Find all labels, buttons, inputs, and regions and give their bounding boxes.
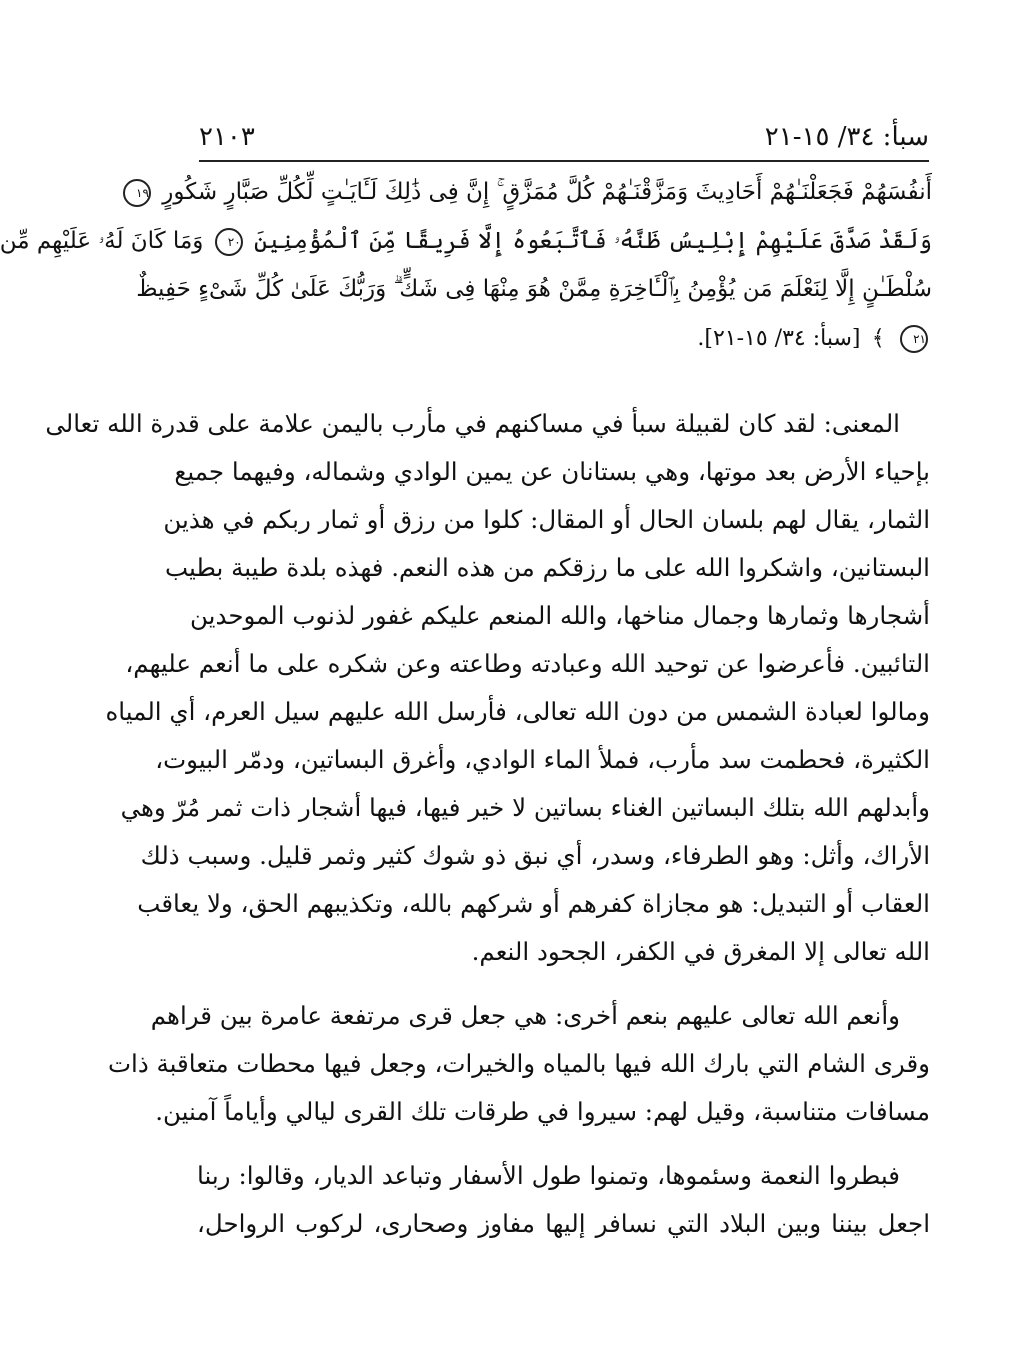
ayah-number-marker: ١٩	[123, 179, 151, 207]
verse-line	[136, 265, 932, 314]
paragraph	[197, 1152, 930, 1248]
text-line: وأبدلهم الله بتلك البساتين الغناء بساتين لا خير فيها، فيها أشجار ذات ثمر مُرّ وهي	[120, 793, 930, 822]
text-line: ومالوا لعبادة الشمس من دون الله تعالى، فأرسل الله عليهم سيل العرم، أي المياه	[105, 697, 930, 726]
verse-text: وَمَا كَانَ لَهُۥ عَلَيْهِم مِّن	[0, 227, 204, 254]
text-line: الله تعالى إلا المغرق في الكفر، الجحود النعم.	[471, 937, 930, 966]
header-divider	[199, 160, 929, 162]
verse-text: وَلَقَدْ صَدَّقَ عَلَيْهِمْ إِبْلِيسُ ظَنَّهُۥ فَٱتَّبَعُوهُ إِلَّا فَرِيقًا مِّنَ ٱلْمُؤْمِنِينَ	[254, 227, 932, 254]
verse-line	[0, 217, 932, 266]
verse-closing-bracket: ﴾	[871, 325, 885, 351]
verse-text: سُلْطَـٰنٍ إِلَّا لِنَعْلَمَ مَن يُؤْمِنُ بِٱلْـَٔاخِرَةِ مِمَّنْ هُوَ مِنْهَا فِى شَكٍّ ۗ وَرَبُّكَ عَلَىٰ كُلِّ شَىْءٍ حَفِيظٌ	[136, 276, 932, 302]
text-line: العقاب أو التبديل: هو مجازاة كفرهم أو شركهم بالله، وتكذيبهم الحق، ولا يعاقب	[137, 889, 930, 918]
page-number: ٢١٠٣	[199, 122, 255, 152]
text-line: التائبين. فأعرضوا عن توحيد الله وعبادته وطاعته وعن شكره على ما أنعم عليهم،	[125, 649, 930, 678]
verse-text: أَنفُسَهُمْ فَجَعَلْنَـٰهُمْ أَحَادِيثَ وَمَزَّقْنَـٰهُمْ كُلَّ مُمَزَّقٍ ۚ إِنَّ فِى ذَٰلِكَ لَـَٔايَـٰتٍ لِّكُلِّ صَبَّارٍ شَكُورٍ	[162, 179, 932, 205]
text-line: وقرى الشام التي بارك الله فيها بالمياه والخيرات، وجعل فيها محطات متعاقبة ذات	[107, 1049, 930, 1078]
text-line: الأراك، وأثل: وهو الطرفاء، وسدر، أي نبق ذو شوك كثير وثمر قليل. وسبب ذلك	[140, 841, 930, 870]
text-line: وأنعم الله تعالى عليهم بنعم أخرى: هي جعل قرى مرتفعة عامرة بين قراهم	[150, 1001, 900, 1030]
text-line: البستانين، واشكروا الله على ما رزقكم من هذه النعم. فهذه بلدة طيبة بطيب	[164, 553, 930, 582]
text-line: اجعل بيننا وبين البلاد التي نسافر إليها مفاوز وصحارى، لركوب الرواحل،	[197, 1209, 930, 1238]
text-line: المعنى: لقد كان لقبيلة سبأ في مساكنهم في مأرب باليمن علامة على قدرة الله تعالى	[45, 409, 900, 438]
paragraph	[107, 992, 930, 1136]
page-header	[199, 108, 929, 154]
text-line: بإحياء الأرض بعد موتها، وهي بستانان عن يمين الوادي وشماله، وفيهما جميع	[174, 457, 930, 486]
paragraph	[45, 400, 930, 976]
quran-verses	[0, 168, 932, 363]
verse-reference: [سبأ: ٣٤/ ١٥-٢١].	[697, 325, 861, 351]
ayah-number-marker: ٢١	[900, 325, 928, 353]
text-line: أشجارها وثمارها وجمال مناخها، والله المنعم عليكم غفور لذنوب الموحدين	[189, 601, 930, 630]
ayah-number-marker: ٢٠	[215, 228, 243, 256]
commentary-body	[45, 400, 930, 1248]
verse-line	[197, 314, 932, 364]
text-line: مسافات متناسبة، وقيل لهم: سيروا في طرقات تلك القرى ليالي وأياماً آمنين.	[155, 1097, 930, 1126]
verse-line	[136, 168, 932, 217]
text-line: الثمار، يقال لهم بلسان الحال أو المقال: كلوا من رزق أو ثمار ربكم في هذين	[163, 505, 930, 534]
chapter-reference: سبأ: ٣٤/ ١٥-٢١	[764, 122, 929, 152]
text-line: الكثيرة، فحطمت سد مأرب، فملأ الماء الوادي، وأغرق البساتين، ودمّر البيوت،	[155, 745, 930, 774]
text-line: فبطروا النعمة وسئموها، وتمنوا طول الأسفار وتباعد الديار، وقالوا: ربنا	[197, 1161, 900, 1190]
